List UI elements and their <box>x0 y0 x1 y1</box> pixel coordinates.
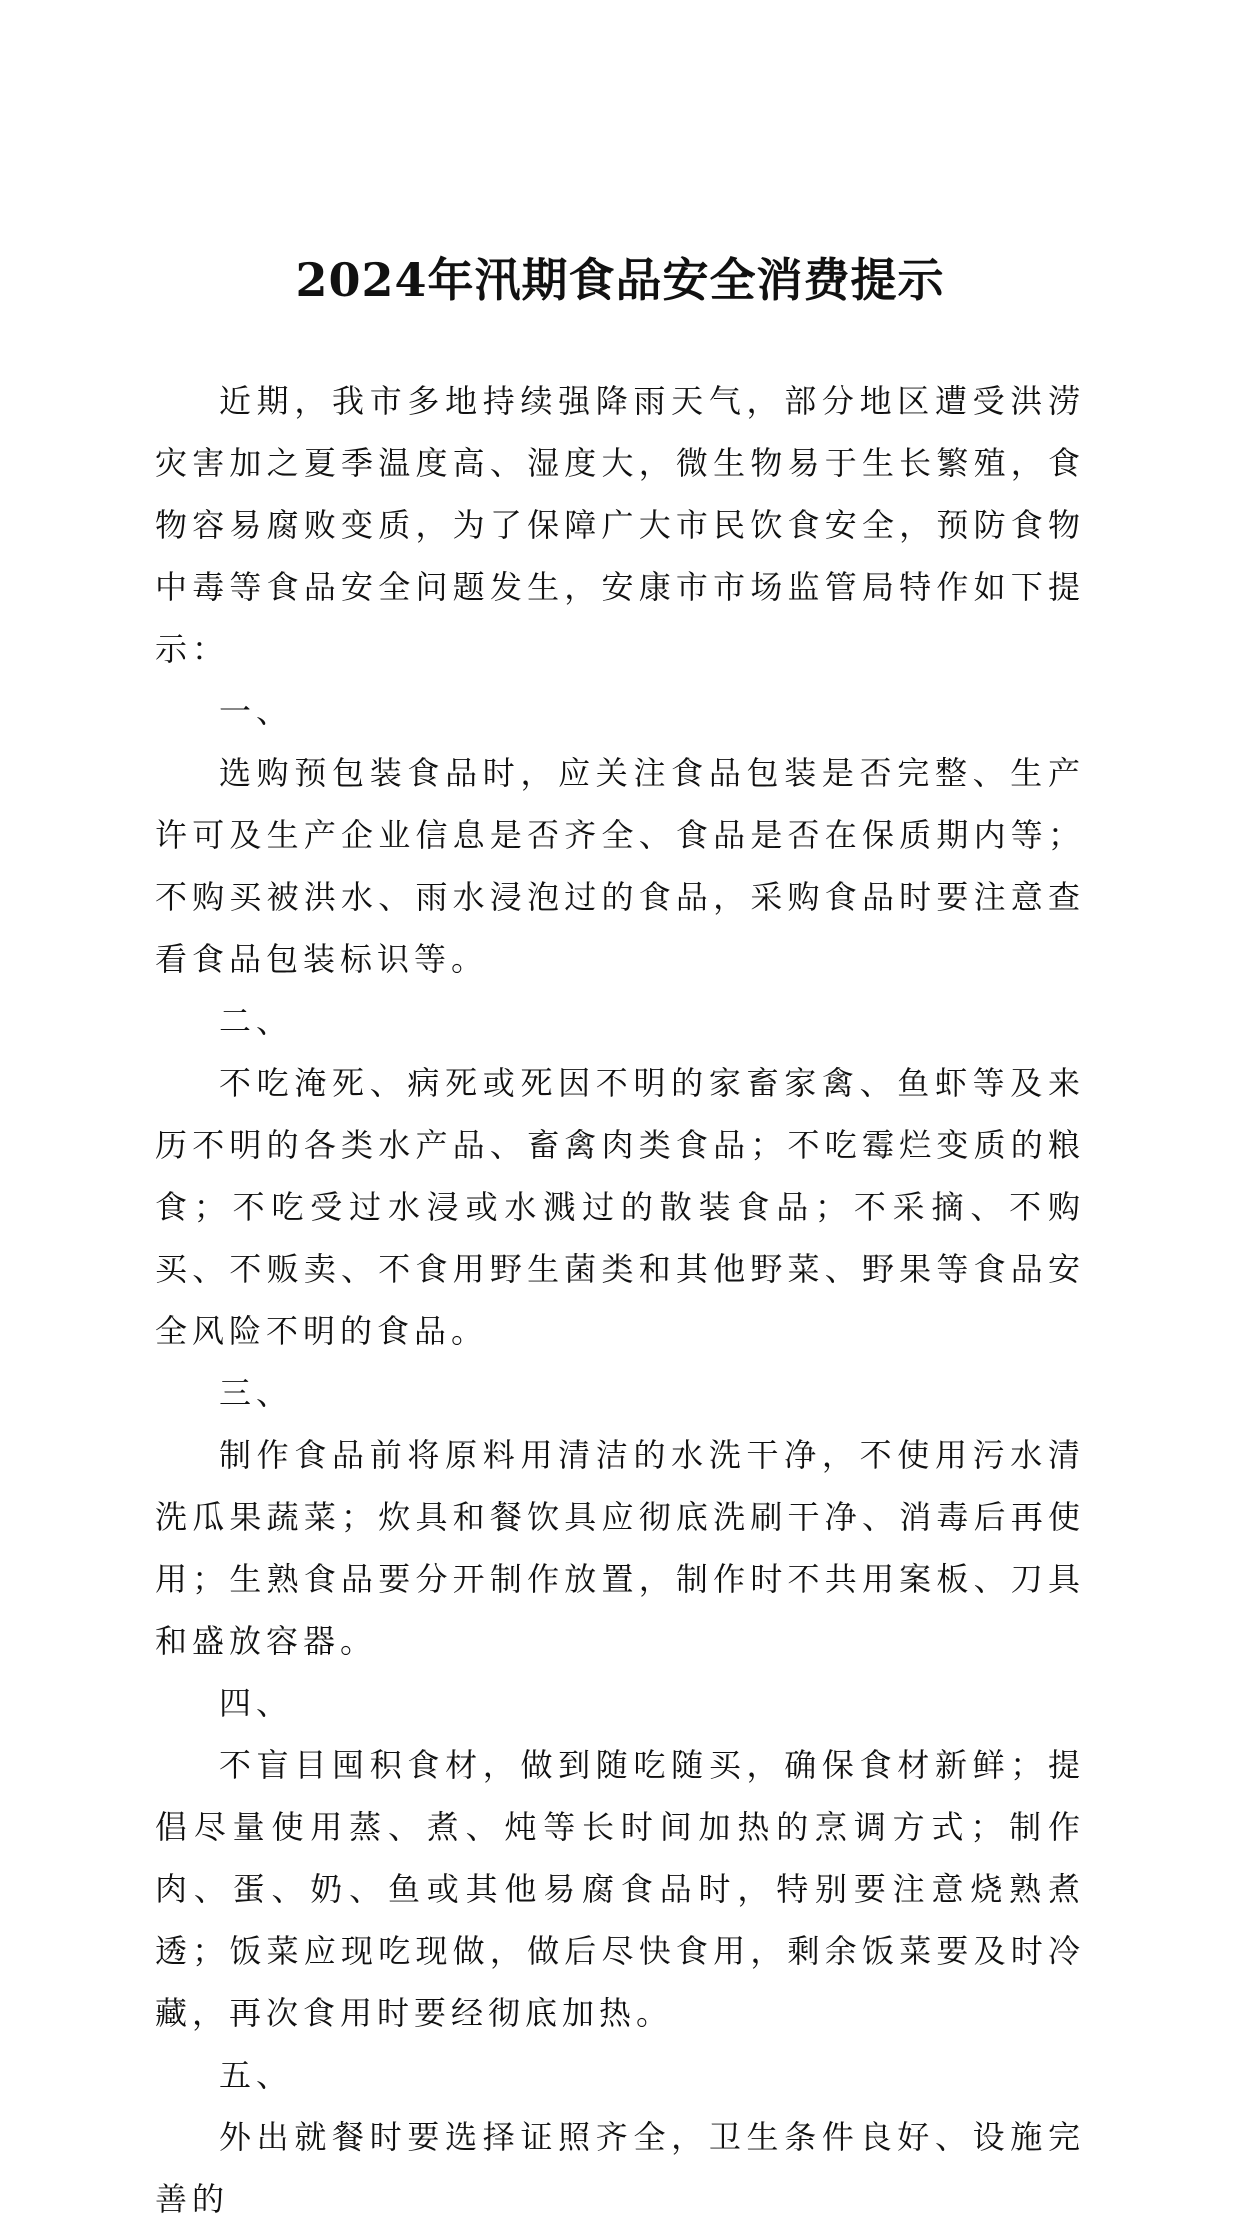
section-4-heading: 四、 <box>219 1684 294 1722</box>
section-2-heading: 二、 <box>219 1002 294 1040</box>
section-3-heading: 三、 <box>219 1374 294 1412</box>
section-1-text: 选购预包装食品时，应关注食品包装是否完整、生产许可及生产企业信息是否齐全、食品是否在保质期内等；不购买被洪水、雨水浸泡过的食品，采购食品时要注意查看食品包装标识等。 <box>155 754 1085 978</box>
section-5-heading: 五、 <box>219 2056 294 2094</box>
section-4-text: 不盲目囤积食材，做到随吃随买，确保食材新鲜；提倡尽量使用蒸、煮、炖等长时间加热的烹调方式；制作肉、蛋、奶、鱼或其他易腐食品时，特别要注意烧熟煮透；饭菜应现吃现做，做后尽快食用，剩余饭菜要及时冷藏，再次食用时要经彻底加热。 <box>155 1746 1085 2032</box>
document-body <box>155 370 1085 2230</box>
section-1-heading: 一、 <box>219 692 294 730</box>
document-title: 2024年汛期食品安全消费提示 <box>295 253 945 307</box>
section-3-text: 制作食品前将原料用清洁的水洗干净，不使用污水清洗瓜果蔬菜；炊具和餐饮具应彻底洗刷干净、消毒后再使用；生熟食品要分开制作放置，制作时不共用案板、刀具和盛放容器。 <box>155 1436 1085 1660</box>
intro-paragraph: 近期，我市多地持续强降雨天气，部分地区遭受洪涝灾害加之夏季温度高、湿度大，微生物易于生长繁殖，食物容易腐败变质，为了保障广大市民饮食安全，预防食物中毒等食品安全问题发生，安康市市场监管局特作如下提示： <box>155 382 1085 668</box>
section-5-text: 外出就餐时要选择证照齐全，卫生条件良好、设施完善的 <box>155 2118 1085 2218</box>
section-2-text: 不吃淹死、病死或死因不明的家畜家禽、鱼虾等及来历不明的各类水产品、畜禽肉类食品；不吃霉烂变质的粮食；不吃受过水浸或水溅过的散装食品；不采摘、不购买、不贩卖、不食用野生菌类和其他野菜、野果等食品安全风险不明的食品。 <box>155 1064 1085 1350</box>
